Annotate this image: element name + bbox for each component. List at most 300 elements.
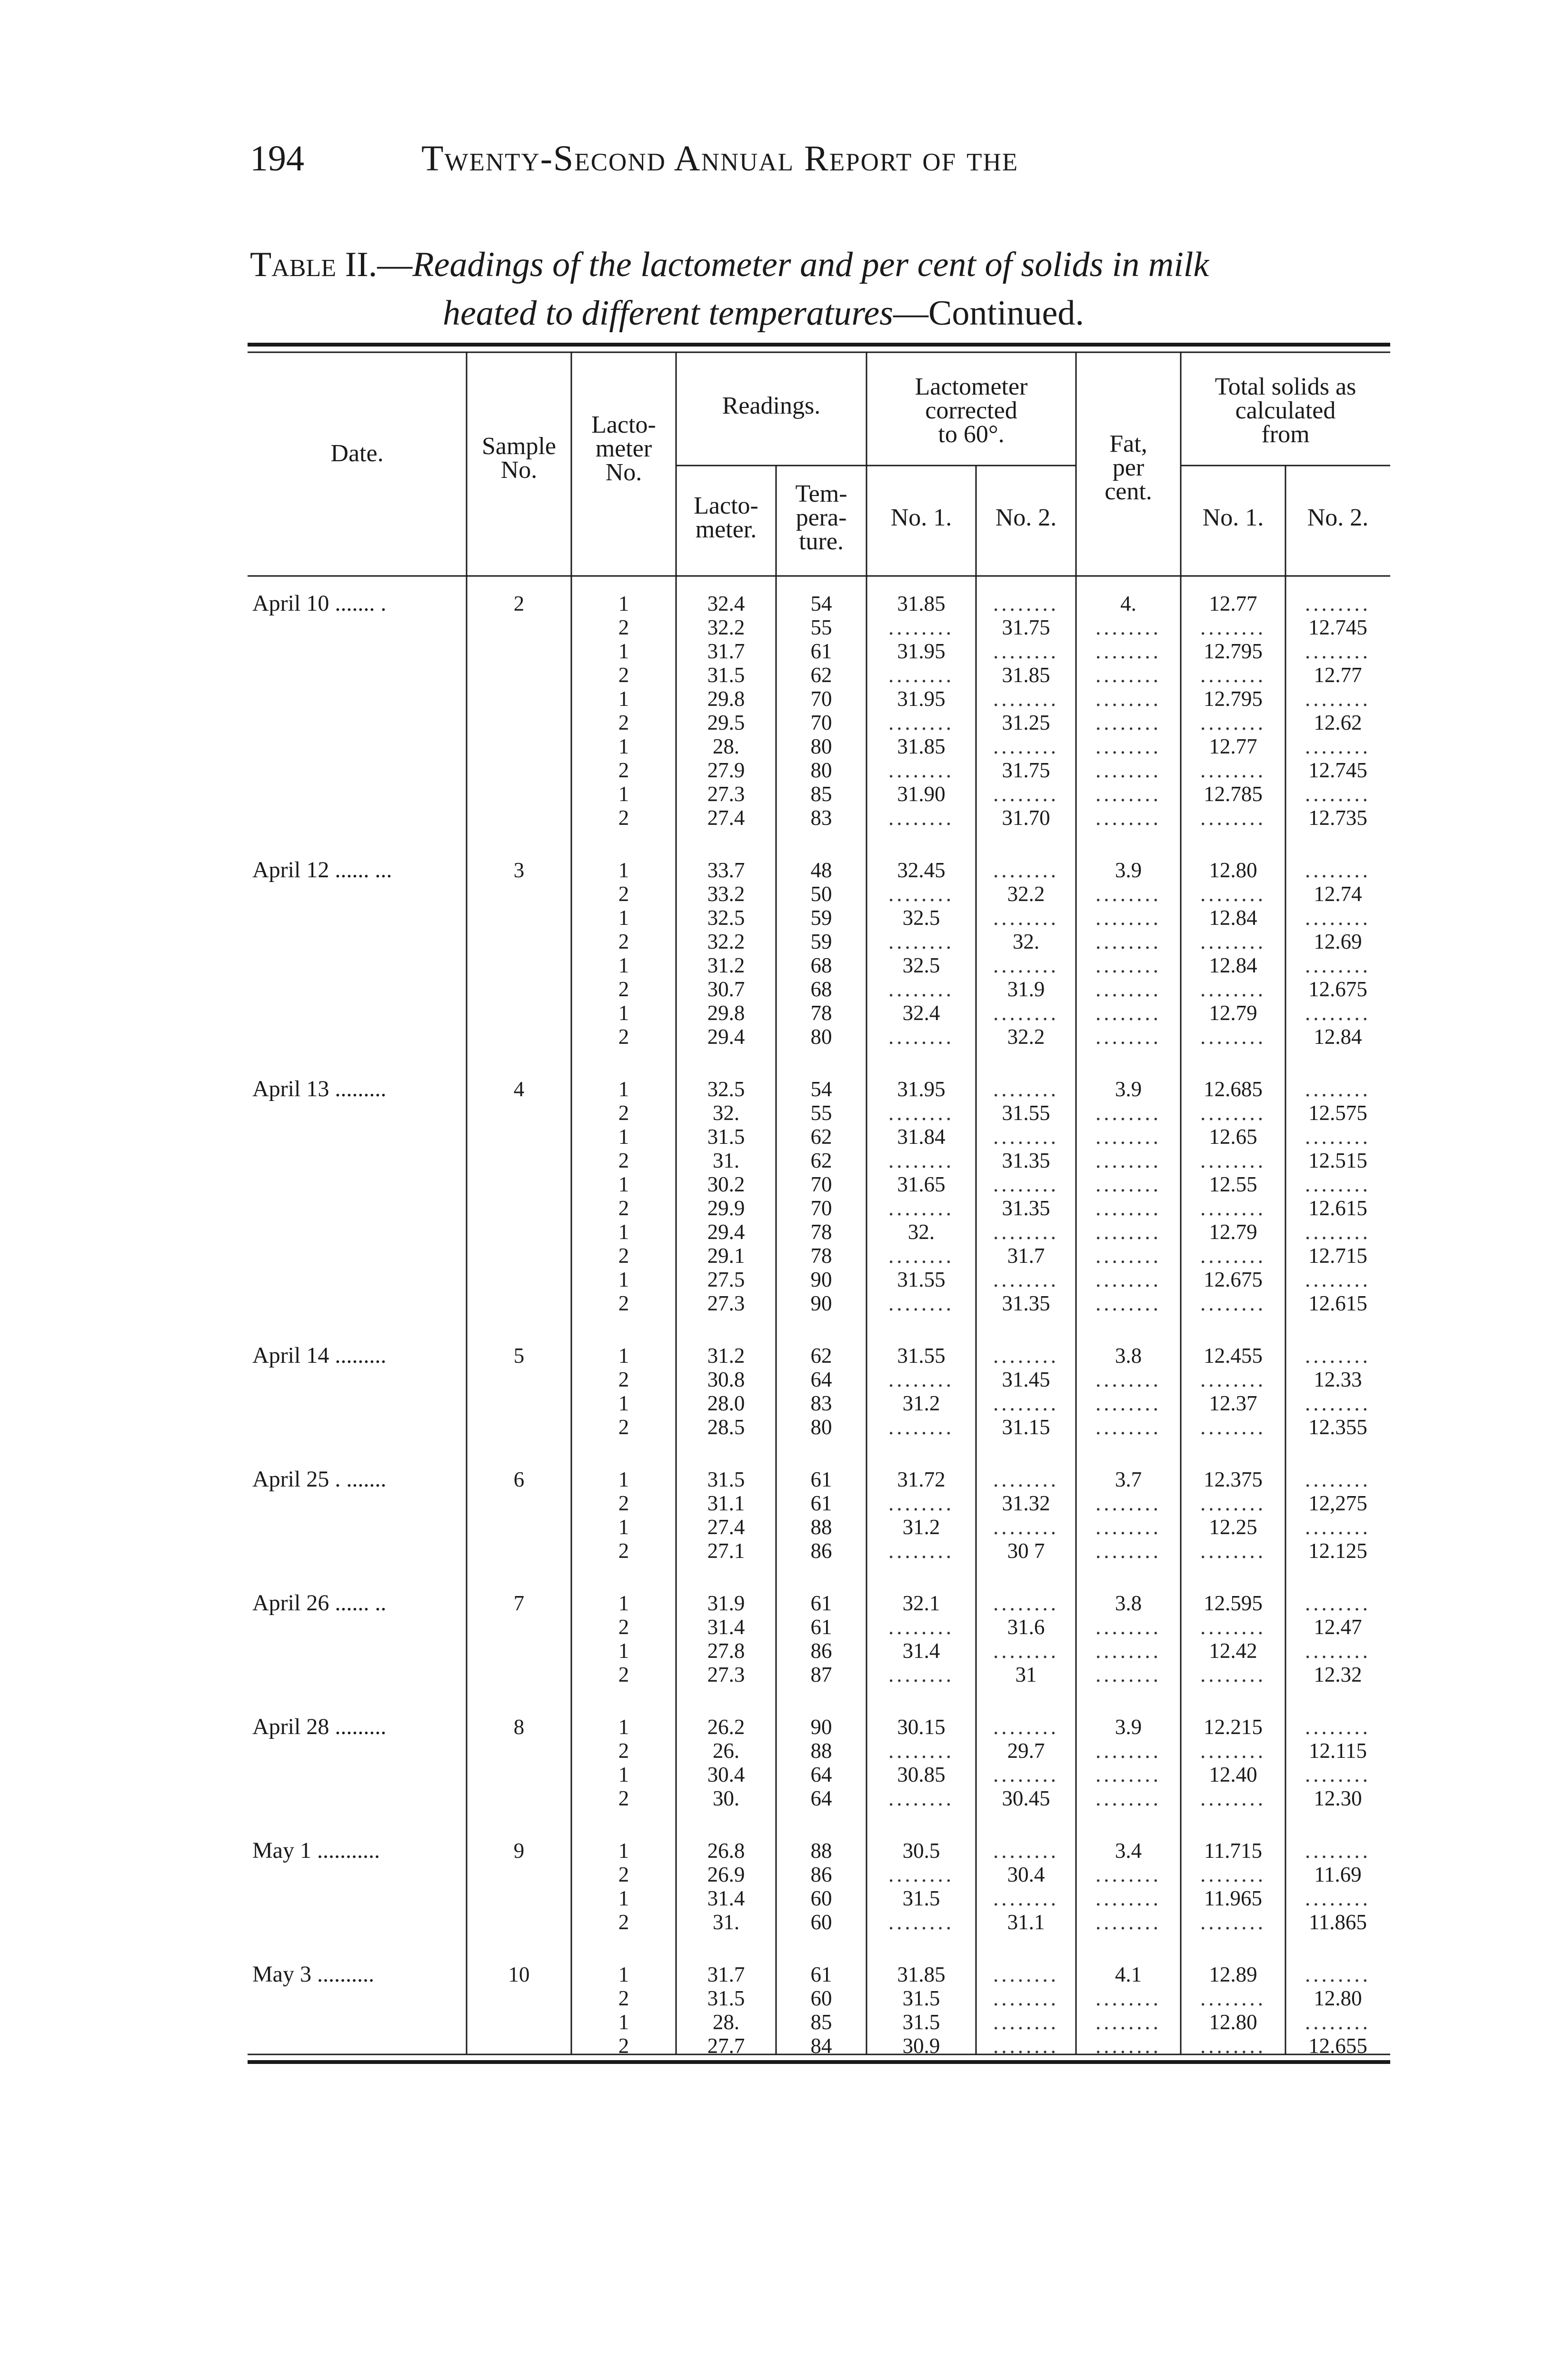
total-solids-no1-leader: ........ — [1200, 1491, 1266, 1515]
corrected-no1: 31.5 — [902, 1886, 940, 1910]
lactometer-no: 2 — [618, 1149, 629, 1172]
corrected-no2: 32.2 — [1007, 1025, 1045, 1049]
corrected-no1: 31.95 — [897, 687, 946, 711]
total-solids-no2-leader: ........ — [1305, 1125, 1371, 1149]
lactometer-no: 2 — [618, 1415, 629, 1439]
fat-per-cent: 3.9 — [1115, 1077, 1142, 1101]
fat-per-cent: 3.9 — [1115, 858, 1142, 882]
lactometer-no: 2 — [618, 1539, 629, 1563]
total-solids-no1-leader: ........ — [1200, 1986, 1266, 2010]
corrected-no2: 31.75 — [1002, 615, 1050, 639]
lactometer-no: 2 — [618, 663, 629, 687]
running-title: Twenty-Second Annual Report of the — [421, 139, 1019, 178]
total-solids-no2: 12.575 — [1308, 1101, 1367, 1125]
lactometer-reading: 31.5 — [707, 1986, 745, 2010]
lactometer-reading: 29.9 — [707, 1196, 745, 1220]
header-fat-per-cent: Fat, per cent. — [1105, 430, 1152, 505]
total-solids-no1-leader: ........ — [1200, 1101, 1266, 1125]
corrected-no1: 31.95 — [897, 639, 946, 663]
fat-leader: ........ — [1096, 1786, 1161, 1810]
lactometer-reading: 27.3 — [707, 782, 745, 806]
fat-leader: ........ — [1096, 1025, 1161, 1049]
total-solids-no1: 12.375 — [1204, 1468, 1263, 1491]
temperature-reading: 62 — [810, 663, 832, 687]
fat-per-cent: 3.7 — [1115, 1468, 1142, 1491]
temperature-reading: 59 — [810, 930, 832, 953]
corrected-no2-leader: ........ — [993, 639, 1059, 663]
total-solids-no1: 12.79 — [1209, 1220, 1257, 1244]
corrected-no2: 30 7 — [1007, 1539, 1045, 1563]
temperature-reading: 54 — [810, 592, 832, 615]
corrected-no2: 31.55 — [1002, 1101, 1050, 1125]
total-solids-no2: 11.865 — [1308, 1910, 1367, 1934]
total-solids-no2: 12.615 — [1308, 1196, 1367, 1220]
corrected-no1-leader: ........ — [888, 930, 954, 953]
total-solids-no1-leader: ........ — [1200, 1415, 1266, 1439]
temperature-reading: 61 — [810, 1615, 832, 1639]
group-sample-no: 2 — [513, 592, 525, 615]
temperature-reading: 80 — [810, 758, 832, 782]
data-table — [248, 342, 1390, 2067]
header-sample-no: Sample No. — [482, 433, 556, 484]
corrected-no1-leader: ........ — [888, 1739, 954, 1763]
group-date: April 10 ....... . — [252, 591, 387, 616]
total-solids-no1: 12.77 — [1209, 592, 1257, 615]
lactometer-reading: 29.8 — [707, 1001, 745, 1025]
corrected-no1: 32.1 — [902, 1591, 940, 1615]
fat-leader: ........ — [1096, 639, 1161, 663]
header-total-solids: Total solids as calculated from — [1215, 373, 1356, 448]
corrected-no2-leader: ........ — [993, 2034, 1059, 2058]
corrected-no1: 31.55 — [897, 1268, 946, 1291]
fat-leader: ........ — [1096, 1615, 1161, 1639]
fat-leader: ........ — [1096, 615, 1161, 639]
total-solids-no2: 12.33 — [1314, 1368, 1362, 1391]
lactometer-no: 2 — [618, 930, 629, 953]
total-solids-no1: 12.89 — [1209, 1963, 1257, 1986]
total-solids-no1-leader: ........ — [1200, 882, 1266, 906]
group-date: April 25 . ....... — [252, 1467, 387, 1492]
total-solids-no2: 12.615 — [1308, 1291, 1367, 1315]
total-solids-no1: 12.80 — [1209, 858, 1257, 882]
lactometer-reading: 32. — [712, 1101, 740, 1125]
lactometer-reading: 26.8 — [707, 1839, 745, 1863]
temperature-reading: 55 — [810, 1101, 832, 1125]
total-solids-no2-leader: ........ — [1305, 1391, 1371, 1415]
lactometer-no: 2 — [618, 1025, 629, 1049]
fat-per-cent: 4.1 — [1115, 1963, 1142, 1986]
fat-leader: ........ — [1096, 1663, 1161, 1686]
temperature-reading: 83 — [810, 1391, 832, 1415]
lactometer-reading: 31.7 — [707, 639, 745, 663]
corrected-no2: 31.35 — [1002, 1196, 1050, 1220]
temperature-reading: 83 — [810, 806, 832, 830]
total-solids-no2: 12.77 — [1314, 663, 1362, 687]
corrected-no2-leader: ........ — [993, 1125, 1059, 1149]
corrected-no2: 31.85 — [1002, 663, 1050, 687]
temperature-reading: 80 — [810, 1025, 832, 1049]
total-solids-no2: 12.745 — [1308, 758, 1367, 782]
total-solids-no2-leader: ........ — [1305, 1963, 1371, 1986]
corrected-no1-leader: ........ — [888, 1149, 954, 1172]
corrected-no1-leader: ........ — [888, 882, 954, 906]
total-solids-no2-leader: ........ — [1305, 592, 1371, 615]
corrected-no1-leader: ........ — [888, 663, 954, 687]
lactometer-reading: 29.4 — [707, 1220, 745, 1244]
total-solids-no1-leader: ........ — [1200, 1291, 1266, 1315]
total-solids-no2-leader: ........ — [1305, 1515, 1371, 1539]
total-solids-no2-leader: ........ — [1305, 1839, 1371, 1863]
total-solids-no1-leader: ........ — [1200, 1539, 1266, 1563]
lactometer-reading: 30.8 — [707, 1368, 745, 1391]
total-solids-no2-leader: ........ — [1305, 1268, 1371, 1291]
header-readings: Readings. — [722, 392, 821, 419]
corrected-no1-leader: ........ — [888, 1244, 954, 1268]
total-solids-no2: 12.125 — [1308, 1539, 1367, 1563]
temperature-reading: 68 — [810, 953, 832, 977]
lactometer-no: 1 — [618, 782, 629, 806]
lactometer-no: 2 — [618, 615, 629, 639]
lactometer-no: 2 — [618, 758, 629, 782]
total-solids-no2: 12.735 — [1308, 806, 1367, 830]
lactometer-no: 1 — [618, 592, 629, 615]
total-solids-no1: 12.795 — [1204, 639, 1263, 663]
total-solids-no2-leader: ........ — [1305, 1886, 1371, 1910]
total-solids-no1: 12.785 — [1204, 782, 1263, 806]
total-solids-no2-leader: ........ — [1305, 906, 1371, 930]
temperature-reading: 64 — [810, 1368, 832, 1391]
temperature-reading: 88 — [810, 1739, 832, 1763]
temperature-reading: 64 — [810, 1763, 832, 1786]
total-solids-no2-leader: ........ — [1305, 2010, 1371, 2034]
corrected-no1: 31.84 — [897, 1125, 946, 1149]
total-solids-no1: 12.65 — [1209, 1125, 1257, 1149]
lactometer-reading: 31.7 — [707, 1963, 745, 1986]
fat-leader: ........ — [1096, 758, 1161, 782]
fat-leader: ........ — [1096, 1515, 1161, 1539]
corrected-no1-leader: ........ — [888, 806, 954, 830]
table-title-line2-wrap: heated to different temperatures—Continued. — [443, 294, 1084, 333]
corrected-no2: 30.45 — [1002, 1786, 1050, 1810]
temperature-reading: 90 — [810, 1715, 832, 1739]
fat-per-cent: 3.9 — [1115, 1715, 1142, 1739]
fat-leader: ........ — [1096, 711, 1161, 734]
lactometer-no: 2 — [618, 1101, 629, 1125]
corrected-no2-leader: ........ — [993, 1391, 1059, 1415]
corrected-no2: 31 — [1015, 1663, 1037, 1686]
lactometer-no: 2 — [618, 1244, 629, 1268]
lactometer-reading: 31.9 — [707, 1591, 745, 1615]
fat-leader: ........ — [1096, 1910, 1161, 1934]
temperature-reading: 80 — [810, 734, 832, 758]
lactometer-reading: 26.9 — [707, 1863, 745, 1886]
fat-leader: ........ — [1096, 1368, 1161, 1391]
total-solids-no1-leader: ........ — [1200, 1244, 1266, 1268]
lactometer-no: 1 — [618, 1468, 629, 1491]
corrected-no1-leader: ........ — [888, 1025, 954, 1049]
total-solids-no1: 12.55 — [1209, 1172, 1257, 1196]
total-solids-no2-leader: ........ — [1305, 1077, 1371, 1101]
corrected-no1: 31.90 — [897, 782, 946, 806]
total-solids-no1: 12.455 — [1204, 1344, 1263, 1368]
temperature-reading: 70 — [810, 687, 832, 711]
corrected-no2-leader: ........ — [993, 1077, 1059, 1101]
corrected-no1-leader: ........ — [888, 1786, 954, 1810]
corrected-no2: 31.75 — [1002, 758, 1050, 782]
lactometer-reading: 30.2 — [707, 1172, 745, 1196]
corrected-no2: 31.32 — [1002, 1491, 1050, 1515]
temperature-reading: 61 — [810, 639, 832, 663]
temperature-reading: 60 — [810, 1986, 832, 2010]
total-solids-no1: 12.795 — [1204, 687, 1263, 711]
total-solids-no1: 12.77 — [1209, 734, 1257, 758]
total-solids-no2-leader: ........ — [1305, 639, 1371, 663]
lactometer-reading: 31.5 — [707, 1468, 745, 1491]
corrected-no2-leader: ........ — [993, 2010, 1059, 2034]
lactometer-no: 2 — [618, 1196, 629, 1220]
corrected-no1-leader: ........ — [888, 1863, 954, 1886]
fat-per-cent: 3.8 — [1115, 1344, 1142, 1368]
fat-leader: ........ — [1096, 734, 1161, 758]
total-solids-no1: 12.84 — [1209, 906, 1257, 930]
total-solids-no1-leader: ........ — [1200, 977, 1266, 1001]
fat-leader: ........ — [1096, 1763, 1161, 1786]
corrected-no1: 32.45 — [897, 858, 946, 882]
lactometer-no: 2 — [618, 1739, 629, 1763]
temperature-reading: 61 — [810, 1591, 832, 1615]
total-solids-no1: 12.40 — [1209, 1763, 1257, 1786]
corrected-no1-leader: ........ — [888, 977, 954, 1001]
temperature-reading: 48 — [810, 858, 832, 882]
lactometer-no: 1 — [618, 1886, 629, 1910]
temperature-reading: 62 — [810, 1149, 832, 1172]
fat-leader: ........ — [1096, 663, 1161, 687]
header-date: Date. — [330, 440, 384, 467]
table-label: Table II. — [250, 245, 378, 284]
temperature-reading: 80 — [810, 1415, 832, 1439]
total-solids-no1: 11.965 — [1204, 1886, 1263, 1910]
lactometer-reading: 32.5 — [707, 1077, 745, 1101]
fat-leader: ........ — [1096, 906, 1161, 930]
group-sample-no: 6 — [513, 1468, 525, 1491]
temperature-reading: 64 — [810, 1786, 832, 1810]
group-date: April 14 ......... — [252, 1343, 387, 1368]
temperature-reading: 54 — [810, 1077, 832, 1101]
corrected-no2: 32.2 — [1007, 882, 1045, 906]
corrected-no1: 32. — [907, 1220, 935, 1244]
lactometer-no: 1 — [618, 2010, 629, 2034]
lactometer-reading: 27.9 — [707, 758, 745, 782]
lactometer-reading: 27.8 — [707, 1639, 745, 1663]
lactometer-no: 1 — [618, 1344, 629, 1368]
lactometer-no: 1 — [618, 1077, 629, 1101]
corrected-no2-leader: ........ — [993, 687, 1059, 711]
lactometer-reading: 28. — [712, 2010, 740, 2034]
lactometer-reading: 32.2 — [707, 615, 745, 639]
lactometer-reading: 31. — [712, 1910, 740, 1934]
total-solids-no1-leader: ........ — [1200, 1863, 1266, 1886]
total-solids-no1: 12.675 — [1204, 1268, 1263, 1291]
corrected-no1: 32.4 — [902, 1001, 940, 1025]
lactometer-no: 1 — [618, 1391, 629, 1415]
total-solids-no1-leader: ........ — [1200, 930, 1266, 953]
total-solids-no2-leader: ........ — [1305, 1763, 1371, 1786]
lactometer-reading: 31.5 — [707, 1125, 745, 1149]
temperature-reading: 90 — [810, 1291, 832, 1315]
temperature-reading: 50 — [810, 882, 832, 906]
fat-leader: ........ — [1096, 687, 1161, 711]
lactometer-reading: 31.5 — [707, 663, 745, 687]
total-solids-no1-leader: ........ — [1200, 1786, 1266, 1810]
header-corrected-no1: No. 1. — [890, 504, 952, 531]
total-solids-no1-leader: ........ — [1200, 806, 1266, 830]
total-solids-no2: 12,275 — [1308, 1491, 1367, 1515]
lactometer-no: 2 — [618, 1986, 629, 2010]
total-solids-no1-leader: ........ — [1200, 711, 1266, 734]
lactometer-reading: 28.0 — [707, 1391, 745, 1415]
fat-leader: ........ — [1096, 930, 1161, 953]
corrected-no2: 31.45 — [1002, 1368, 1050, 1391]
corrected-no1: 31.85 — [897, 592, 946, 615]
corrected-no1: 31.85 — [897, 734, 946, 758]
corrected-no2-leader: ........ — [993, 1639, 1059, 1663]
temperature-reading: 70 — [810, 1172, 832, 1196]
header-solids-no1: No. 1. — [1202, 504, 1264, 531]
fat-per-cent: 3.8 — [1115, 1591, 1142, 1615]
lactometer-reading: 29.5 — [707, 711, 745, 734]
lactometer-reading: 30.7 — [707, 977, 745, 1001]
fat-leader: ........ — [1096, 1149, 1161, 1172]
corrected-no1: 31.95 — [897, 1077, 946, 1101]
corrected-no2-leader: ........ — [993, 1344, 1059, 1368]
total-solids-no2: 12.84 — [1314, 1025, 1362, 1049]
corrected-no1: 31.72 — [897, 1468, 946, 1491]
fat-leader: ........ — [1096, 1268, 1161, 1291]
total-solids-no1: 11.715 — [1204, 1839, 1263, 1863]
temperature-reading: 78 — [810, 1001, 832, 1025]
lactometer-no: 1 — [618, 953, 629, 977]
lactometer-no: 1 — [618, 1125, 629, 1149]
lactometer-reading: 31.1 — [707, 1491, 745, 1515]
lactometer-reading: 26. — [712, 1739, 740, 1763]
temperature-reading: 85 — [810, 782, 832, 806]
lactometer-no: 2 — [618, 2034, 629, 2058]
lactometer-no: 2 — [618, 1491, 629, 1515]
corrected-no2-leader: ........ — [993, 1172, 1059, 1196]
temperature-reading: 55 — [810, 615, 832, 639]
total-solids-no1: 12.215 — [1204, 1715, 1263, 1739]
lactometer-no: 1 — [618, 1763, 629, 1786]
temperature-reading: 62 — [810, 1125, 832, 1149]
temperature-reading: 61 — [810, 1963, 832, 1986]
lactometer-no: 2 — [618, 1786, 629, 1810]
lactometer-no: 2 — [618, 1910, 629, 1934]
total-solids-no2: 12.655 — [1308, 2034, 1367, 2058]
corrected-no1-leader: ........ — [888, 1196, 954, 1220]
corrected-no2-leader: ........ — [993, 1001, 1059, 1025]
table-title-line1: Readings of the lactometer and per cent of solids in milk — [412, 245, 1209, 284]
corrected-no1: 31.2 — [902, 1391, 940, 1415]
lactometer-no: 1 — [618, 687, 629, 711]
total-solids-no2-leader: ........ — [1305, 953, 1371, 977]
lactometer-reading: 31. — [712, 1149, 740, 1172]
lactometer-reading: 27.5 — [707, 1268, 745, 1291]
corrected-no2-leader: ........ — [993, 1515, 1059, 1539]
fat-leader: ........ — [1096, 1863, 1161, 1886]
corrected-no1: 31.55 — [897, 1344, 946, 1368]
corrected-no1-leader: ........ — [888, 711, 954, 734]
total-solids-no1-leader: ........ — [1200, 1615, 1266, 1639]
total-solids-no1: 12.685 — [1204, 1077, 1263, 1101]
total-solids-no2: 12.715 — [1308, 1244, 1367, 1268]
corrected-no1: 31.85 — [897, 1963, 946, 1986]
fat-leader: ........ — [1096, 1291, 1161, 1315]
total-solids-no1-leader: ........ — [1200, 758, 1266, 782]
fat-leader: ........ — [1096, 1415, 1161, 1439]
lactometer-no: 1 — [618, 1268, 629, 1291]
corrected-no1-leader: ........ — [888, 1291, 954, 1315]
table-title-suffix: Continued. — [928, 294, 1084, 333]
corrected-no1: 30.9 — [902, 2034, 940, 2058]
lactometer-reading: 27.3 — [707, 1291, 745, 1315]
corrected-no2: 31.7 — [1007, 1244, 1045, 1268]
temperature-reading: 90 — [810, 1268, 832, 1291]
corrected-no1: 31.4 — [902, 1639, 940, 1663]
lactometer-reading: 30.4 — [707, 1763, 745, 1786]
total-solids-no2-leader: ........ — [1305, 1639, 1371, 1663]
fat-leader: ........ — [1096, 1739, 1161, 1763]
corrected-no1: 30.85 — [897, 1763, 946, 1786]
total-solids-no2: 11.69 — [1314, 1863, 1362, 1886]
lactometer-reading: 28.5 — [707, 1415, 745, 1439]
corrected-no2-leader: ........ — [993, 782, 1059, 806]
lactometer-reading: 33.2 — [707, 882, 745, 906]
corrected-no1-leader: ........ — [888, 1663, 954, 1686]
total-solids-no2-leader: ........ — [1305, 1344, 1371, 1368]
lactometer-no: 2 — [618, 711, 629, 734]
header-temperature: Tem- pera- ture. — [795, 480, 847, 555]
corrected-no2: 31.35 — [1002, 1149, 1050, 1172]
lactometer-no: 1 — [618, 858, 629, 882]
total-solids-no1-leader: ........ — [1200, 663, 1266, 687]
fat-per-cent: 3.4 — [1115, 1839, 1142, 1863]
header-lactometer-corrected: Lactometer corrected to 60°. — [915, 373, 1028, 448]
lactometer-reading: 32.4 — [707, 592, 745, 615]
corrected-no2-leader: ........ — [993, 1963, 1059, 1986]
header-solids-no2: No. 2. — [1307, 504, 1369, 531]
corrected-no2-leader: ........ — [993, 734, 1059, 758]
table-caption: Table II.—Readings of the lactometer and per cent of solids in milk heated to different temperatures—Continued. — [250, 240, 1393, 337]
corrected-no2-leader: ........ — [993, 1886, 1059, 1910]
corrected-no2-leader: ........ — [993, 906, 1059, 930]
corrected-no1-leader: ........ — [888, 1615, 954, 1639]
lactometer-reading: 31.4 — [707, 1886, 745, 1910]
fat-leader: ........ — [1096, 2010, 1161, 2034]
temperature-reading: 78 — [810, 1244, 832, 1268]
fat-leader: ........ — [1096, 1244, 1161, 1268]
lactometer-reading: 27.3 — [707, 1663, 745, 1686]
fat-leader: ........ — [1096, 1886, 1161, 1910]
group-sample-no: 10 — [508, 1963, 530, 1986]
fat-leader: ........ — [1096, 1101, 1161, 1125]
total-solids-no2: 12.80 — [1314, 1986, 1362, 2010]
lactometer-reading: 29.8 — [707, 687, 745, 711]
temperature-reading: 59 — [810, 906, 832, 930]
temperature-reading: 86 — [810, 1539, 832, 1563]
total-solids-no1-leader: ........ — [1200, 2034, 1266, 2058]
total-solids-no2-leader: ........ — [1305, 1468, 1371, 1491]
corrected-no2: 31.9 — [1007, 977, 1045, 1001]
